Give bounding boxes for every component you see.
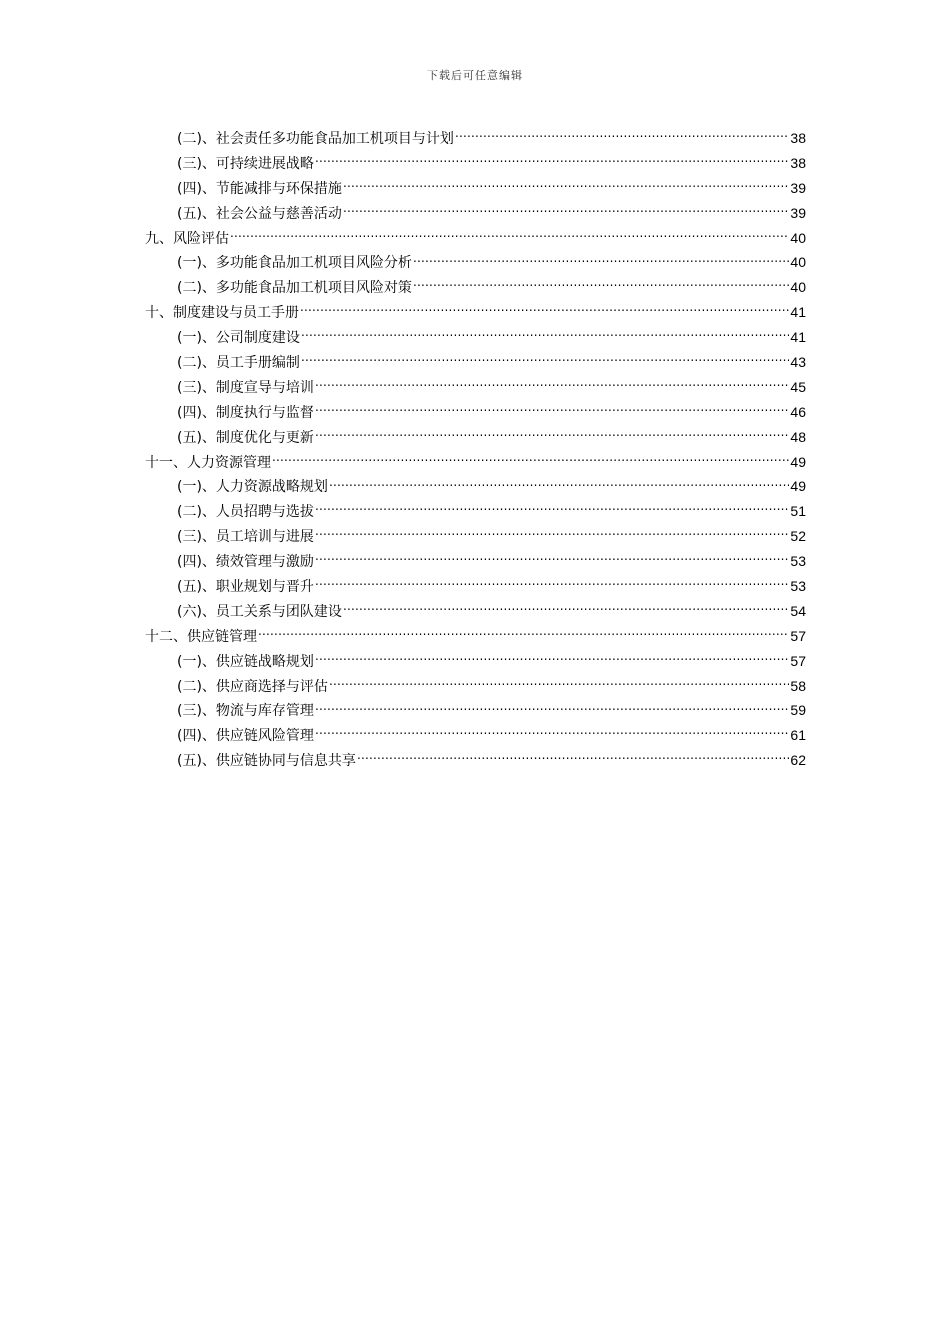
toc-dot-leader: [315, 552, 789, 566]
toc-dot-leader: [413, 253, 789, 267]
toc-dot-leader: [343, 179, 789, 193]
toc-entry[interactable]: [145, 250, 806, 275]
toc-entry-title: (五)、职业规划与晋升: [177, 579, 314, 596]
toc-entry-title: (四)、制度执行与监督: [177, 404, 314, 421]
toc-entry-page-number: 51: [790, 503, 806, 520]
toc-entry[interactable]: [145, 350, 806, 375]
toc-entry-title: (六)、员工关系与团队建设: [177, 603, 342, 620]
toc-entry-title: (二)、员工手册编制: [177, 355, 300, 372]
toc-entry[interactable]: [145, 549, 806, 574]
toc-dot-leader: [315, 527, 789, 541]
toc-entry-page-number: 52: [790, 528, 806, 545]
toc-entry-page-number: 48: [790, 428, 806, 445]
toc-entry-page-number: 49: [790, 453, 806, 470]
toc-entry[interactable]: [145, 201, 806, 226]
toc-entry-title: (二)、供应商选择与评估: [177, 678, 328, 695]
toc-entry-page-number: 53: [790, 578, 806, 595]
toc-entry[interactable]: [145, 226, 806, 251]
toc-entry-page-number: 43: [790, 354, 806, 371]
toc-entry-page-number: 57: [790, 652, 806, 669]
toc-entry-title: (三)、物流与库存管理: [177, 703, 314, 720]
toc-dot-leader: [455, 129, 789, 143]
toc-dot-leader: [315, 652, 789, 666]
toc-entry[interactable]: [145, 748, 806, 773]
toc-entry-page-number: 61: [790, 727, 806, 744]
toc-entry[interactable]: [145, 325, 806, 350]
toc-entry-page-number: 41: [790, 329, 806, 346]
toc-entry-title: (二)、社会责任多功能食品加工机项目与计划: [177, 131, 454, 147]
toc-entry[interactable]: [145, 275, 806, 300]
toc-entry-page-number: 39: [790, 204, 806, 221]
toc-entry-page-number: 62: [790, 752, 806, 769]
toc-dot-leader: [315, 428, 789, 442]
toc-entry-page-number: 46: [790, 403, 806, 420]
toc-entry-title: (三)、员工培训与进展: [177, 529, 314, 546]
toc-entry-page-number: 39: [790, 179, 806, 196]
toc-entry-title: 十一、人力资源管理: [145, 454, 271, 471]
toc-entry[interactable]: [145, 524, 806, 549]
toc-entry[interactable]: [145, 450, 806, 475]
toc-entry[interactable]: [145, 649, 806, 674]
toc-entry[interactable]: [145, 624, 806, 649]
toc-entry-title: (一)、供应链战略规划: [177, 653, 314, 670]
toc-entry-title: (一)、多功能食品加工机项目风险分析: [177, 255, 412, 272]
toc-entry[interactable]: [145, 723, 806, 748]
toc-dot-leader: [230, 229, 789, 243]
toc-dot-leader: [315, 701, 789, 715]
toc-entry[interactable]: [145, 126, 806, 151]
toc-entry[interactable]: [145, 176, 806, 201]
toc-dot-leader: [357, 751, 789, 765]
toc-entry-page-number: 45: [790, 378, 806, 395]
header-note: 下载后可任意编辑: [427, 69, 523, 82]
toc-entry[interactable]: [145, 499, 806, 524]
toc-entry[interactable]: [145, 674, 806, 699]
toc-entry-title: (五)、制度优化与更新: [177, 429, 314, 446]
toc-dot-leader: [258, 627, 789, 641]
toc-entry-title: 九、风险评估: [145, 230, 229, 247]
toc-entry[interactable]: [145, 151, 806, 176]
table-of-contents: [145, 126, 806, 773]
toc-dot-leader: [343, 602, 789, 616]
toc-entry-page-number: 59: [790, 702, 806, 719]
toc-dot-leader: [315, 726, 789, 740]
toc-entry-page-number: 40: [790, 279, 806, 296]
toc-entry-title: (四)、供应链风险管理: [177, 728, 314, 745]
toc-entry[interactable]: [145, 474, 806, 499]
toc-entry-page-number: 53: [790, 553, 806, 570]
toc-entry-page-number: 40: [790, 229, 806, 246]
toc-entry-page-number: 38: [790, 154, 806, 171]
toc-entry-title: (二)、多功能食品加工机项目风险对策: [177, 280, 412, 297]
toc-entry[interactable]: [145, 400, 806, 425]
toc-entry-page-number: 40: [790, 254, 806, 271]
toc-entry-title: 十二、供应链管理: [145, 628, 257, 645]
toc-entry-page-number: 54: [790, 602, 806, 619]
toc-entry-title: (一)、公司制度建设: [177, 330, 300, 347]
toc-dot-leader: [300, 303, 789, 317]
toc-entry[interactable]: [145, 599, 806, 624]
toc-entry[interactable]: [145, 574, 806, 599]
toc-dot-leader: [301, 328, 789, 342]
toc-entry-page-number: 38: [790, 130, 806, 146]
toc-entry[interactable]: [145, 425, 806, 450]
toc-dot-leader: [329, 477, 789, 491]
toc-entry-page-number: 49: [790, 478, 806, 495]
toc-dot-leader: [315, 403, 789, 417]
toc-entry-title: (四)、节能减排与环保措施: [177, 180, 342, 197]
toc-entry-title: (三)、制度宣导与培训: [177, 379, 314, 396]
toc-dot-leader: [329, 677, 789, 691]
toc-entry-title: (四)、绩效管理与激励: [177, 554, 314, 571]
toc-dot-leader: [272, 453, 789, 467]
toc-dot-leader: [315, 378, 789, 392]
toc-dot-leader: [315, 154, 789, 168]
toc-entry[interactable]: [145, 698, 806, 723]
toc-entry-title: (一)、人力资源战略规划: [177, 479, 328, 496]
toc-entry-title: (五)、供应链协同与信息共享: [177, 753, 356, 770]
toc-entry-page-number: 57: [790, 627, 806, 644]
toc-entry[interactable]: [145, 375, 806, 400]
toc-entry-title: (二)、人员招聘与选拔: [177, 504, 314, 521]
toc-entry-page-number: 58: [790, 677, 806, 694]
toc-dot-leader: [343, 204, 789, 218]
toc-entry[interactable]: [145, 300, 806, 325]
toc-entry-title: (三)、可持续进展战略: [177, 155, 314, 172]
toc-dot-leader: [413, 278, 789, 292]
toc-entry-title: (五)、社会公益与慈善活动: [177, 205, 342, 222]
toc-dot-leader: [301, 353, 789, 367]
toc-dot-leader: [315, 577, 789, 591]
toc-dot-leader: [315, 502, 789, 516]
toc-entry-page-number: 41: [790, 304, 806, 321]
toc-entry-title: 十、制度建设与员工手册: [145, 305, 299, 322]
